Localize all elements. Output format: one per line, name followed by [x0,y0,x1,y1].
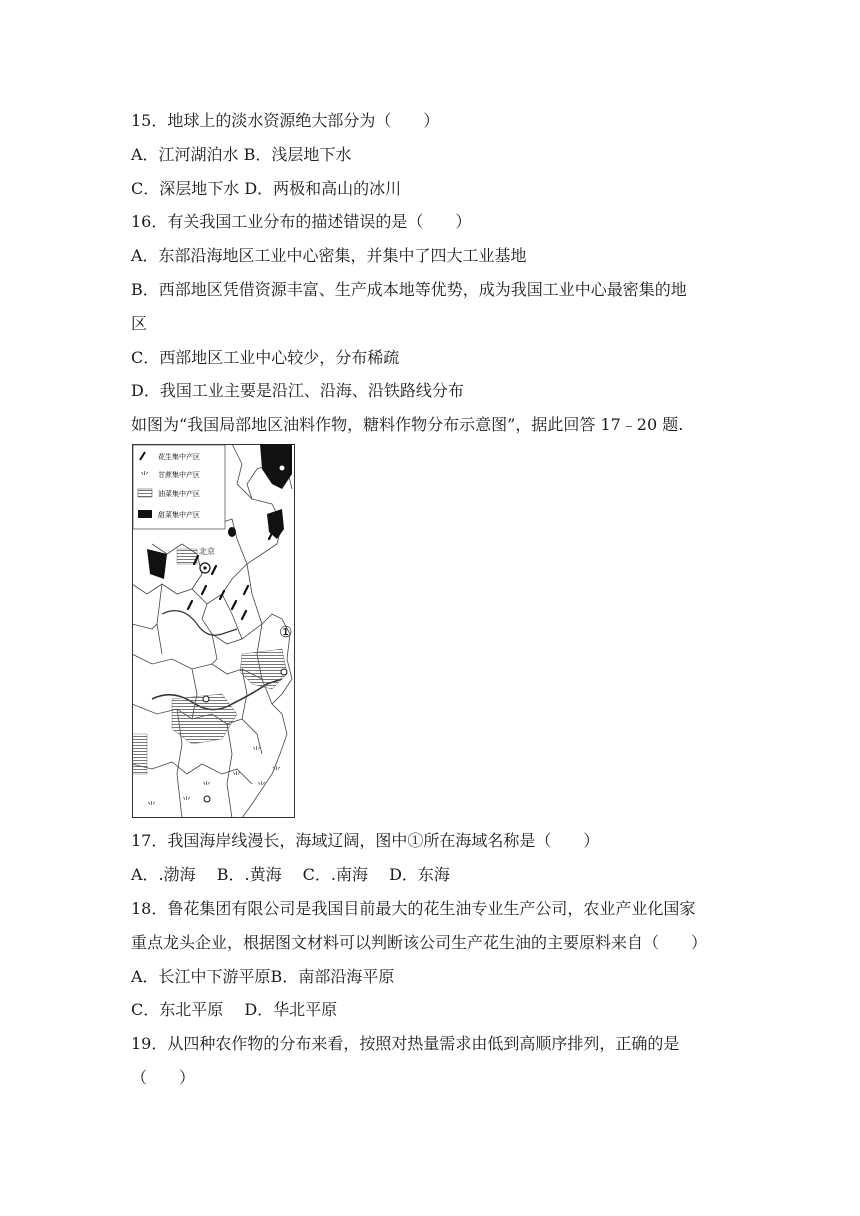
map-legend [133,445,225,529]
svg-text:⺌: ⺌ [272,767,282,777]
city-marker [281,669,287,675]
svg-text:⺌: ⺌ [257,782,267,792]
question-17: 17．我国海岸线漫长，海域辽阔，图中①所在海域名称是（ ） [131,831,600,850]
question-16-option-d: D．我国工业主要是沿江、沿海、沿铁路线分布 [131,381,464,400]
sugarbeet-region [228,527,236,537]
question-15: 15．地球上的淡水资源绝大部分为（ ） [131,111,440,130]
city-marker [203,696,209,702]
question-18-options-cd: C．东北平原 D．华北平原 [131,1000,338,1019]
question-16: 16．有关我国工业分布的描述错误的是（ ） [131,212,472,231]
question-16-option-c: C．西部地区工业中心较少，分布稀疏 [131,348,400,367]
city-marker [204,796,210,802]
svg-text:⺌: ⺌ [232,772,242,782]
legend-sugarbeet: 甜菜集中产区 [158,511,200,519]
rapeseed-region [132,734,147,774]
question-18-options-ab: A．长江中下游平原B．南部沿海平原 [131,967,395,986]
question-15-options-cd: C．深层地下水 D．两极和高山的冰川 [131,179,402,198]
svg-text:⺌: ⺌ [182,797,192,807]
question-18-cont: 重点龙头企业，根据图文材料可以判断该公司生产花生油的主要原料来自（ ） [131,933,708,952]
svg-text:⺌: ⺌ [147,802,157,812]
beijing-label: 北京 [199,547,215,556]
question-19: 19．从四种农作物的分布来看，按照对热量需求由低到高顺序排列，正确的是 [131,1034,680,1053]
legend-rapeseed: 油菜集中产区 [158,490,200,498]
question-18: 18．鲁花集团有限公司是我国目前最大的花生油专业生产公司，农业产业化国家 [131,899,696,918]
question-15-options-ab: A．江河湖泊水 B．浅层地下水 [131,145,352,164]
question-16-option-b-cont: 区 [131,314,148,333]
legend-sugarcane: 甘蔗集中产区 [158,471,200,479]
question-17-options: A．.渤海 B．.黄海 C．.南海 D．东海 [131,865,450,884]
map-intro: 如图为“我国局部地区油料作物，糖料作物分布示意图”，据此回答 17﹣20 题. [131,415,684,434]
question-16-option-a: A．东部沿海地区工业中心密集，并集中了四大工业基地 [131,246,527,265]
svg-text:⺌: ⺌ [140,472,150,482]
crop-distribution-map [132,444,295,818]
question-16-option-b: B．西部地区凭借资源丰富、生产成本地等优势，成为我国工业中心最密集的地 [131,280,687,299]
city-marker [279,465,285,471]
svg-text:⺌: ⺌ [202,782,212,792]
question-19-cont: （ ） [131,1068,196,1087]
legend-peanut: 花生集中产区 [158,453,200,461]
svg-text:⺌: ⺌ [252,747,262,757]
sea-marker-label: ① [279,623,293,641]
